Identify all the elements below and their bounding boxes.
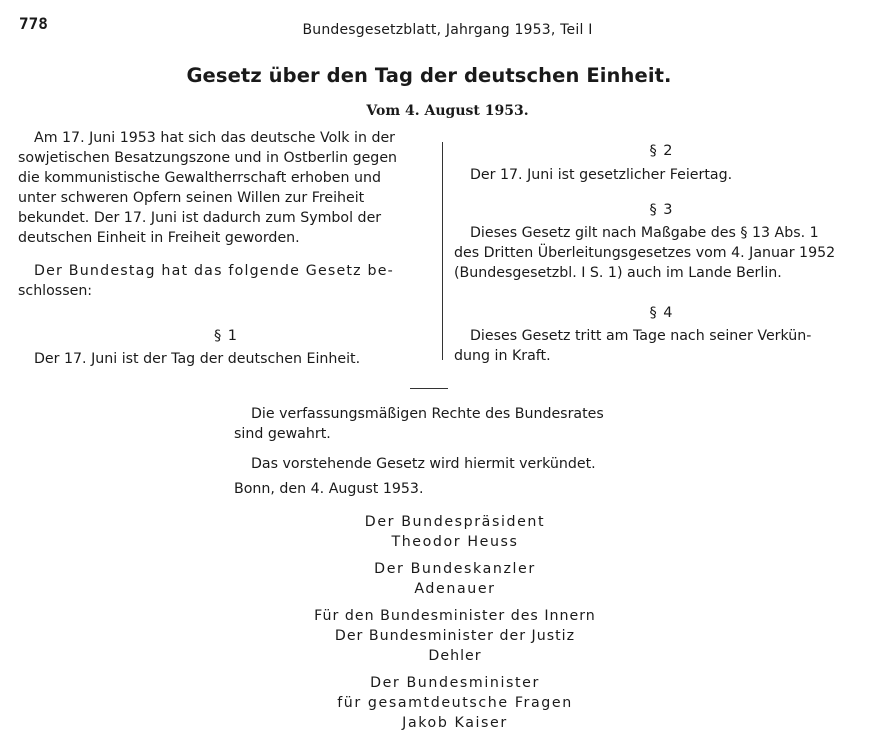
preamble-line: die kommunistische Gewaltherrschaft erhoben und xyxy=(18,170,382,186)
enactment-line: schlossen: xyxy=(18,283,93,299)
signatures xyxy=(220,512,690,740)
separator-rule xyxy=(410,388,448,389)
signature-line: Für den Bundesminister des Innern xyxy=(314,608,596,624)
preamble xyxy=(18,128,434,248)
section-4-heading: § 4 xyxy=(649,305,674,321)
preamble-line: deutschen Einheit in Freiheit geworden. xyxy=(18,230,300,246)
section-4-line: Dieses Gesetz tritt am Tage nach seiner Verkün- xyxy=(470,328,812,344)
signature-line: Der Bundesminister xyxy=(370,675,540,691)
signature-line: Theodor Heuss xyxy=(391,534,519,550)
section-4-body xyxy=(454,326,869,366)
section-4-line: dung in Kraft. xyxy=(454,348,551,364)
signature-line: für gesamtdeutsche Fragen xyxy=(337,695,573,711)
signature-line: Adenauer xyxy=(414,581,496,597)
section-3-line: des Dritten Überleitungsgesetzes vom 4. Januar 1952 xyxy=(454,245,836,261)
column-divider xyxy=(442,142,443,360)
section-3-body xyxy=(454,223,869,283)
rights-statement xyxy=(234,404,674,444)
preamble-line: bekundet. Der 17. Juni ist dadurch zum Symbol der xyxy=(18,210,382,226)
enactment-line: Der Bundestag hat das folgende Gesetz be- xyxy=(34,263,394,279)
preamble-line: unter schweren Opfern seinen Willen zur Freiheit xyxy=(18,190,365,206)
signature-line: Dehler xyxy=(428,648,482,664)
promulgation-statement: Das vorstehende Gesetz wird hiermit verkündet. xyxy=(251,456,596,472)
section-2-text: Der 17. Juni ist gesetzlicher Feiertag. xyxy=(470,167,733,183)
preamble-line: Am 17. Juni 1953 hat sich das deutsche Volk in der xyxy=(34,130,396,146)
section-3-line: Dieses Gesetz gilt nach Maßgabe des § 13 Abs. 1 xyxy=(470,225,819,241)
section-1-heading: § 1 xyxy=(213,328,239,344)
preamble-line: sowjetischen Besatzungszone und in Ostberlin gegen xyxy=(18,150,398,166)
section-3-heading: § 3 xyxy=(649,202,674,218)
signature-block xyxy=(220,606,690,666)
section-3-line: (Bundesgesetzbl. I S. 1) auch im Lande Berlin. xyxy=(454,265,782,281)
signature-block xyxy=(220,559,690,599)
rights-line: sind gewahrt. xyxy=(234,426,331,442)
signature-line: Der Bundesminister der Justiz xyxy=(334,628,576,644)
signature-line: Jakob Kaiser xyxy=(402,715,508,731)
signature-block xyxy=(220,673,690,733)
closing-block xyxy=(234,404,674,499)
rights-line: Die verfassungsmäßigen Rechte des Bundesrates xyxy=(251,406,604,422)
right-column xyxy=(454,141,869,366)
place-and-date: Bonn, den 4. August 1953. xyxy=(234,481,424,497)
running-head: Bundesgesetzblatt, Jahrgang 1953, Teil I xyxy=(302,22,593,38)
law-date: Vom 4. August 1953. xyxy=(366,103,529,119)
enactment-clause xyxy=(18,261,434,301)
signature-line: Der Bundeskanzler xyxy=(374,561,536,577)
left-column xyxy=(18,128,434,369)
page-number: 778 xyxy=(19,14,48,33)
law-title: Gesetz über den Tag der deutschen Einheit. xyxy=(186,64,672,87)
section-1-text: Der 17. Juni ist der Tag der deutschen Einheit. xyxy=(34,351,361,367)
signature-block xyxy=(220,512,690,552)
section-2-heading: § 2 xyxy=(649,143,674,159)
signature-line: Der Bundespräsident xyxy=(364,514,546,530)
